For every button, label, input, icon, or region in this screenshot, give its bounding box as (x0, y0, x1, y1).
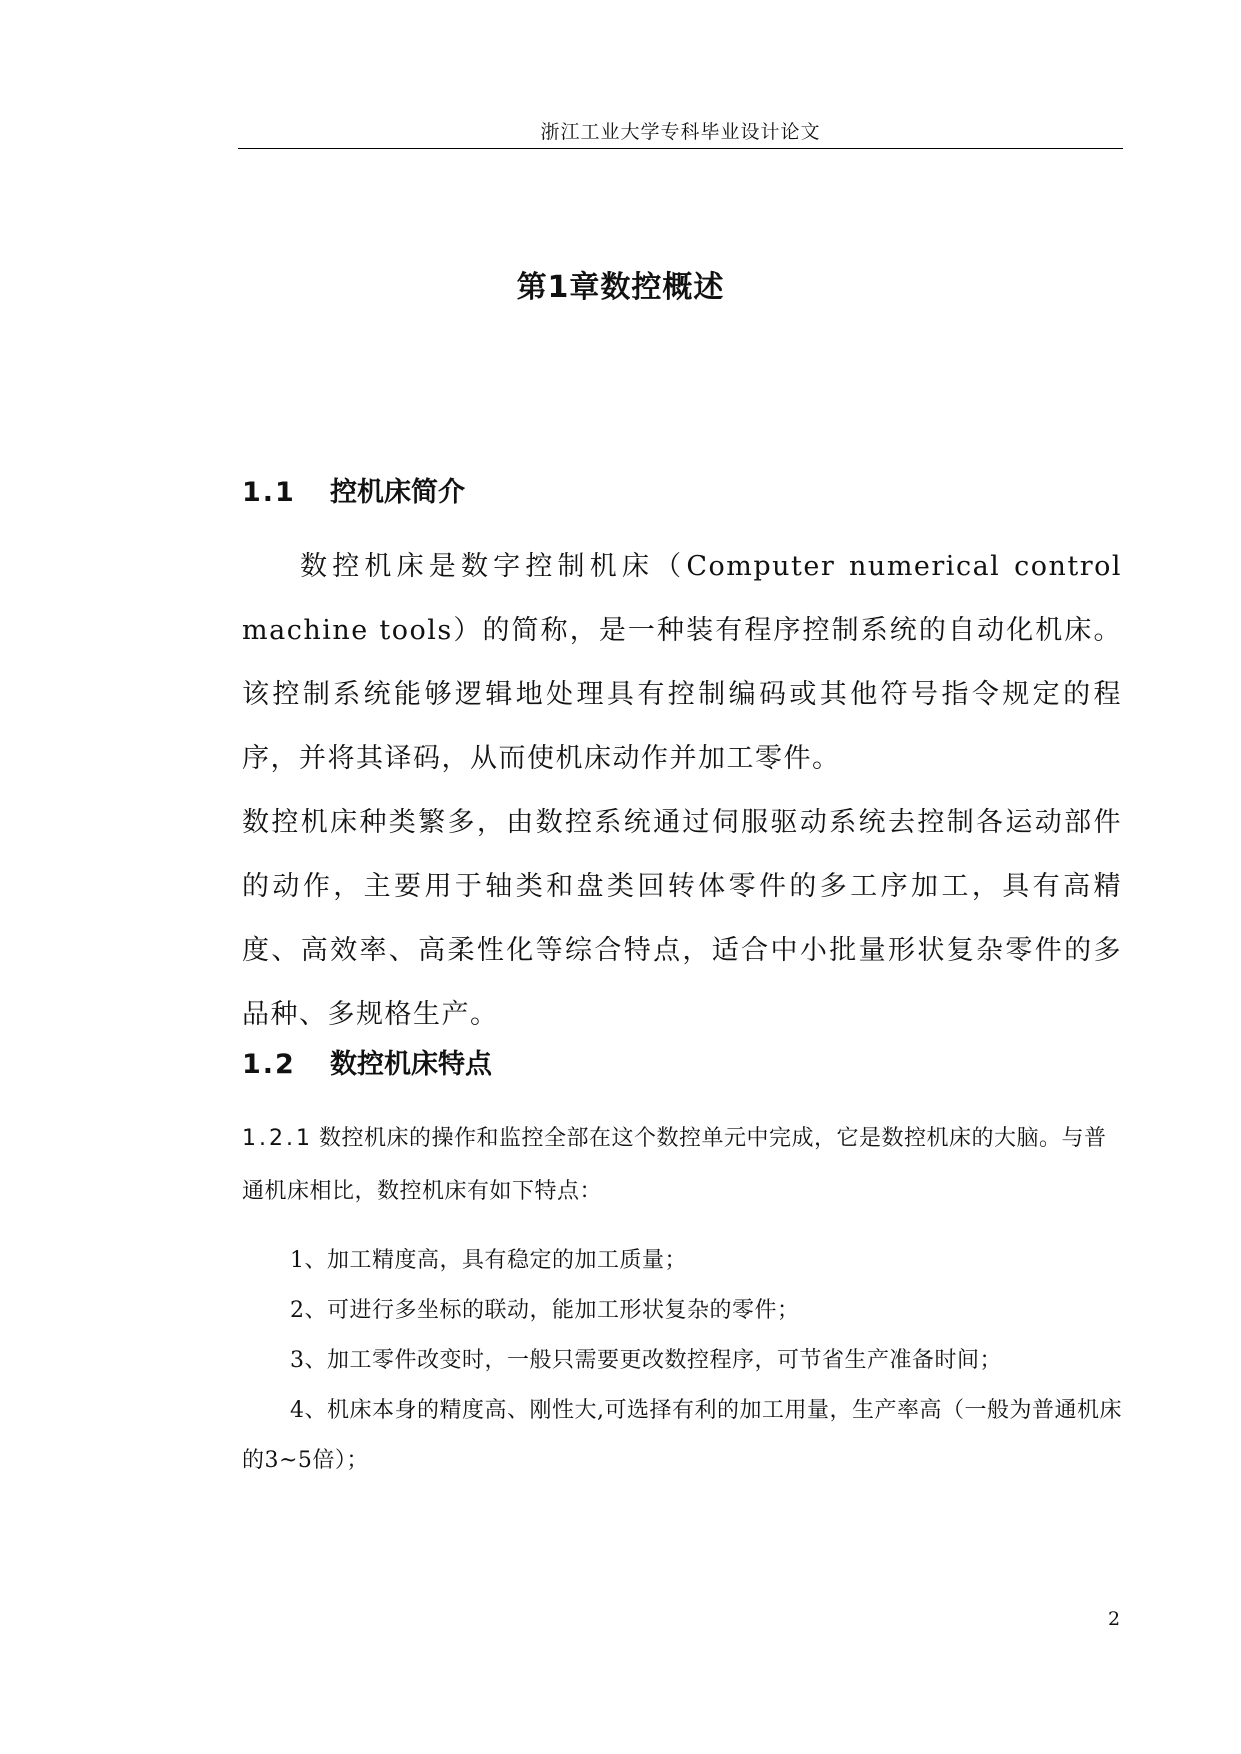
list-item: 2、可进行多坐标的联动，能加工形状复杂的零件； (290, 1298, 800, 1323)
page-number: 2 (1108, 1608, 1121, 1630)
feature-list (242, 1236, 1122, 1486)
paragraph: 数控机床种类繁多，由数控系统通过伺服驱动系统去控制各运动部件的动作，主要用于轴类和盘类回转体零件的多工序加工，具有高精度、高效率、高柔性化等综合特点，适合中小批量形状复杂零件的多品种、多规格生产。 (242, 807, 1122, 1030)
section-heading-1-1 (242, 470, 465, 509)
subsection-text: 数控机床的操作和监控全部在这个数控单元中完成，它是数控机床的大脑。与普通机床相比，数控机床有如下特点： (242, 1126, 1107, 1204)
page-header: 浙江工业大学专科毕业设计论文 (238, 116, 1123, 149)
subsection-1-2-1 (242, 1112, 1124, 1218)
list-item: 4、机床本身的精度高、刚性大,可选择有利的加工用量，生产率高（一般为普通机床的3~5倍）； (242, 1398, 1122, 1473)
section-title: 数控机床特点 (330, 1049, 492, 1080)
section-number: 1.1 (242, 477, 296, 508)
chapter-title: 第1章数控概述 (516, 270, 725, 305)
section-title: 控机床简介 (330, 477, 465, 508)
list-item: 3、加工零件改变时，一般只需要更改数控程序，可节省生产准备时间； (290, 1348, 1002, 1373)
subsection-number: 1.2.1 (242, 1126, 313, 1151)
section-heading-1-2 (242, 1042, 492, 1081)
section-number: 1.2 (242, 1049, 296, 1080)
list-item: 1、加工精度高，具有稳定的加工质量； (290, 1248, 687, 1273)
paragraph: 数控机床是数字控制机床（Computer numerical control machine tools）的简称，是一种装有程序控制系统的自动化机床。该控制系统能够逻辑地处理具有控制编码或其他符号指令规定的程序，并将其译码，从而使机床动作并加工零件。 (242, 551, 1122, 774)
section-1-1-body (242, 535, 1122, 1047)
